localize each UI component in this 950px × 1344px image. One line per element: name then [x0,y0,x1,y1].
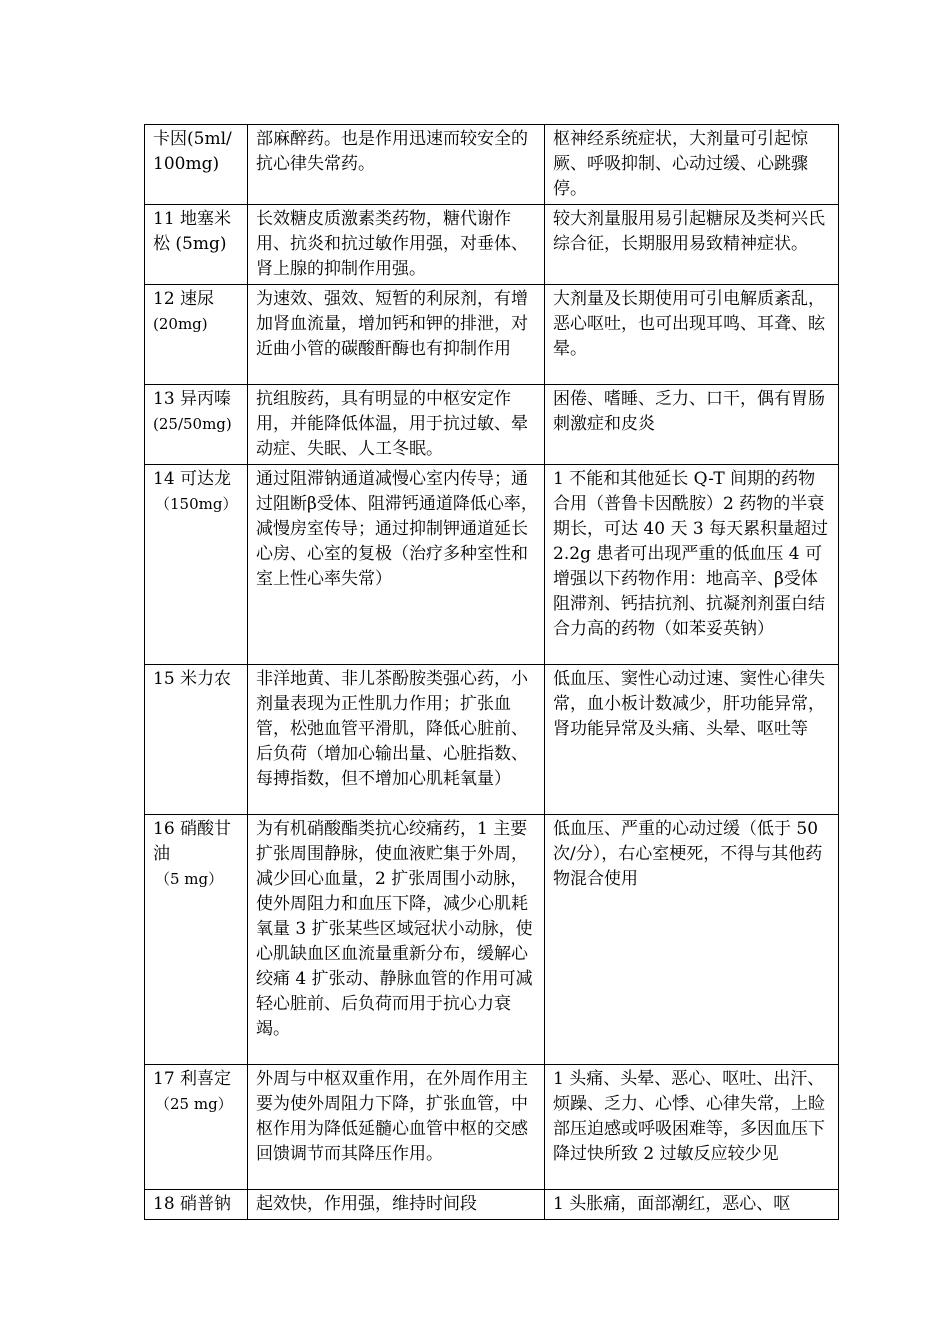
drug-dose: （5 mg） [155,870,224,888]
drug-name-cell [145,205,248,285]
drug-name-cell [145,815,248,1065]
drug-name: 卡因(5ml/100mg) [153,129,232,174]
adverse-cell [545,665,839,815]
drug-name: 18 硝普钠 [153,1194,232,1214]
drug-effect: 部麻醉药。也是作用迅速而较安全的抗心律失常药。 [256,129,528,174]
table-row [145,385,839,465]
drug-name: 14 可达龙 [153,469,232,489]
drug-effect: 为有机硝酸酯类抗心绞痛药，1 主要扩张周围静脉，使血液贮集于外周，减少回心血量，2 扩张周围小动脉，使外周阻力和血压下降，减少心肌耗氧量 3 扩张某些区域冠状小动脉，使心肌缺血区血流量重新分布，缓解心绞痛 4 扩张动、静脉血管的作用可减轻心脏前、后负荷而用于抗心力衰竭。 [256,819,533,1039]
effect-cell [248,465,545,665]
adverse-cell [545,465,839,665]
drug-effect: 抗组胺药，具有明显的中枢安定作用，并能降低体温，用于抗过敏、晕动症、失眠、人工冬眠。 [256,389,528,459]
drug-effect: 为速效、强效、短暂的利尿剂，有增加肾血流量，增加钙和钾的排泄，对近曲小管的碳酸酐酶也有抑制作用 [256,289,528,359]
drug-dose: (25/50mg) [153,415,232,433]
drug-adverse: 较大剂量服用易引起糖尿及类柯兴氏综合征，长期服用易致精神症状。 [553,209,825,254]
drug-effect: 外周与中枢双重作用，在外周作用主要为使外周阻力下降，扩张血管，中枢作用为降低延髓心血管中枢的交感回馈调节而其降压作用。 [256,1069,528,1164]
effect-cell [248,815,545,1065]
drug-dose: (5mg) [175,234,227,254]
drug-name: 13 异丙嗪 [153,389,232,409]
table-row [145,665,839,815]
drug-adverse: 1 头胀痛，面部潮红，恶心、呕 [553,1194,791,1214]
drug-name-cell [145,125,248,205]
drug-effect: 长效糖皮质激素类药物，糖代谢作用、抗炎和抗过敏作用强，对垂体、肾上腺的抑制作用强。 [256,209,528,279]
drug-adverse: 困倦、嗜睡、乏力、口干，偶有胃肠刺激症和皮炎 [553,389,825,434]
effect-cell [248,665,545,815]
drug-name-cell [145,1065,248,1190]
adverse-cell [545,1065,839,1190]
drug-name: 12 速尿 [153,289,215,309]
table-row [145,465,839,665]
effect-cell [248,285,545,385]
drug-adverse: 枢神经系统症状，大剂量可引起惊厥、呼吸抑制、心动过缓、心跳骤停。 [553,129,808,199]
table-row [145,125,839,205]
drug-name-cell [145,1190,248,1220]
drug-dose: （150mg） [155,495,238,513]
drug-name-cell [145,665,248,815]
drug-name: 17 利喜定 [153,1069,232,1089]
adverse-cell [545,815,839,1065]
drug-effect: 起效快，作用强，维持时间段 [256,1194,477,1214]
drug-dose: (20mg) [153,315,208,333]
table-row [145,205,839,285]
drug-adverse: 1 不能和其他延长 Q-T 间期的药物合用（普鲁卡因酰胺）2 药物的半衰期长，可达 40 天 3 每天累积量超过 2.2g 患者可出现严重的低血压 4 可增强以下药物作用：地高辛、β受体阻滞剂、钙拮抗剂、抗凝剂剂蛋白结合力高的药物（如苯妥英钠） [553,469,829,639]
table-row [145,285,839,385]
effect-cell [248,1190,545,1220]
effect-cell [248,125,545,205]
drug-name-cell [145,465,248,665]
adverse-cell [545,125,839,205]
drug-name: 16 硝酸甘油 [153,819,232,864]
drug-adverse: 低血压、严重的心动过缓（低于 50 次/分），右心室梗死，不得与其他药物混合使用 [553,819,823,889]
table-row [145,1065,839,1190]
effect-cell [248,205,545,285]
drug-adverse: 大剂量及长期使用可引电解质紊乱，恶心呕吐，也可出现耳鸣、耳聋、眩晕。 [553,289,825,359]
table-row [145,1190,839,1220]
drug-name-cell [145,385,248,465]
drug-dose: （25 mg） [155,1095,233,1113]
drug-name-cell [145,285,248,385]
adverse-cell [545,285,839,385]
table-row [145,815,839,1065]
drug-adverse: 低血压、窦性心动过速、窦性心律失常，血小板计数减少，肝功能异常，肾功能异常及头痛、头晕、呕吐等 [553,669,825,739]
drug-effect: 通过阻滞钠通道减慢心室内传导；通过阻断β受体、阻滞钙通道降低心率，减慢房室传导；通过抑制钾通道延长心房、心室的复极（治疗多种室性和室上性心率失常） [256,469,538,589]
effect-cell [248,385,545,465]
adverse-cell [545,385,839,465]
drug-name: 11 地塞米松 [153,209,232,254]
adverse-cell [545,205,839,285]
drug-effect: 非洋地黄、非儿茶酚胺类强心药，小剂量表现为正性肌力作用；扩张血管，松弛血管平滑肌，降低心脏前、后负荷（增加心输出量、心脏指数、每搏指数，但不增加心肌耗氧量） [256,669,528,789]
drug-table [144,124,839,1220]
drug-name: 15 米力农 [153,669,232,689]
drug-adverse: 1 头痛、头晕、恶心、呕吐、出汗、烦躁、乏力、心悸、心律失常，上睑部压迫感或呼吸困难等，多因血压下降过快所致 2 过敏反应较少见 [553,1069,825,1164]
adverse-cell [545,1190,839,1220]
effect-cell [248,1065,545,1190]
